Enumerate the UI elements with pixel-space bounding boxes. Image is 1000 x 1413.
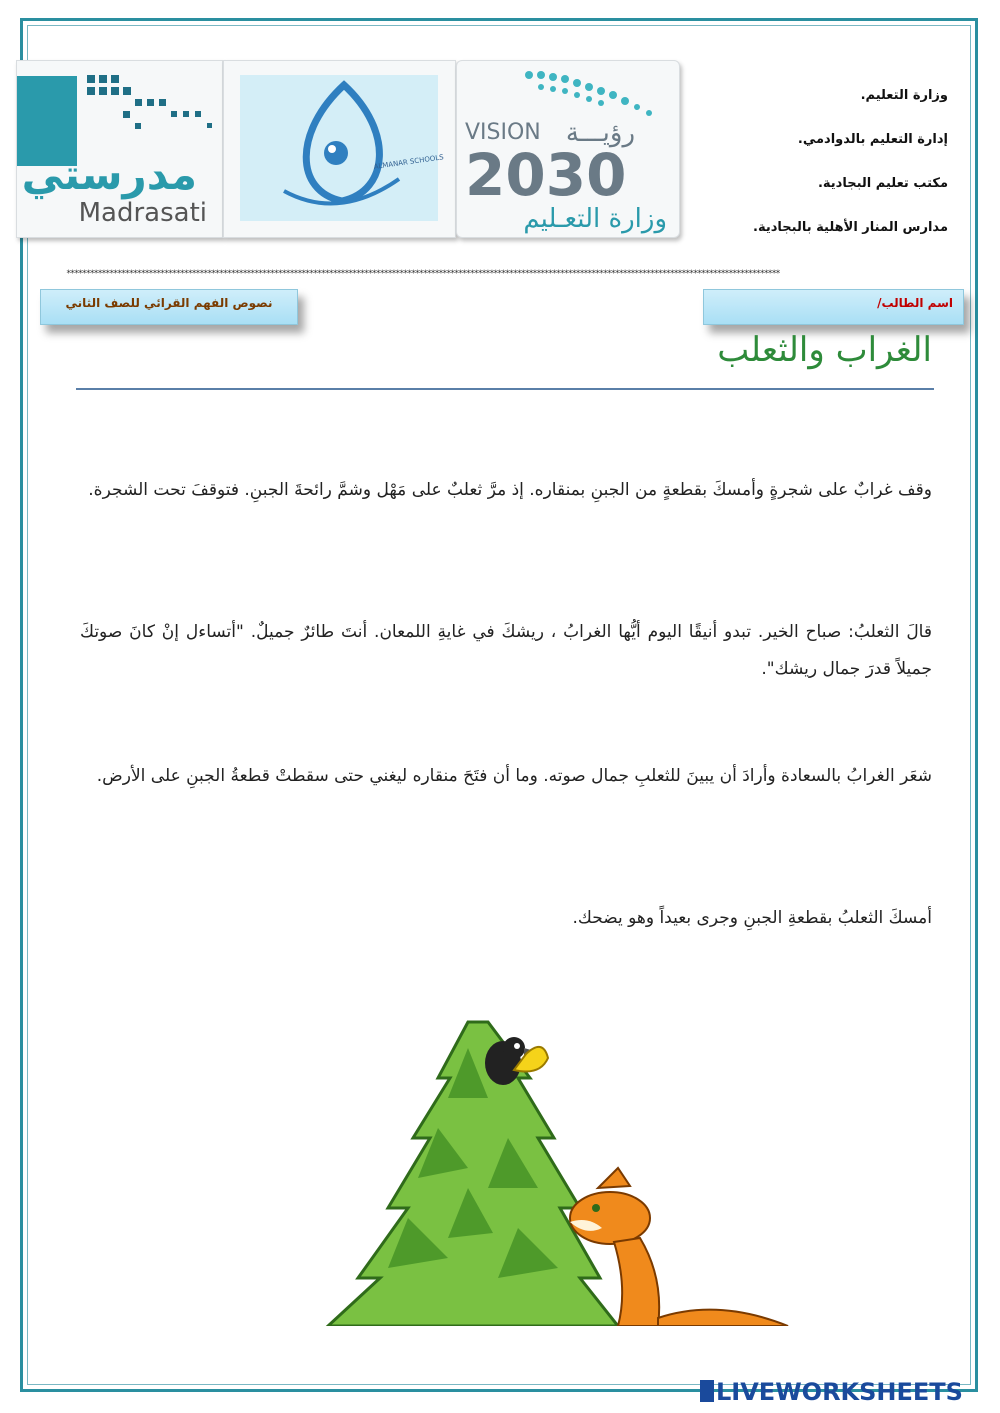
header-organization-lines [688, 80, 948, 256]
vision-arabic-text: رؤيـــة [565, 118, 635, 148]
liveworksheets-badge-icon [700, 1380, 714, 1402]
fox-shape [570, 1168, 788, 1326]
title-divider [76, 388, 934, 390]
crow-and-fox-illustration [318, 1018, 814, 1326]
student-name-field[interactable]: اسم الطالب/ [703, 289, 964, 325]
header-line-school: مدارس المنار الأهلية بالبجادية. [753, 220, 948, 235]
vision-2030-logo [456, 60, 680, 238]
madrasati-logo [16, 60, 223, 238]
subject-banner: نصوص الفهم القرائي للصف الثاني [40, 289, 298, 325]
vision-latin-text: VISION [465, 120, 541, 145]
story-title: الغراب والثعلب [717, 330, 932, 370]
story-paragraph-4: أمسكَ الثعلبُ بقطعةِ الجبنِ وجرى بعيداً وهو يضحك. [572, 908, 932, 928]
story-paragraph-2: قالَ الثعلبُ: صباح الخير. تبدو أنيقًا اليوم أيُّها الغرابُ ، ريشكَ في غايةِ اللمعان. أنتَ طائرٌ جميلٌ. "أتساءل إنْ كانَ صوتكَ جميلاً قدرَ جمال ريشك". [80, 622, 932, 679]
liveworksheets-brand [700, 1378, 963, 1406]
header-line-ministry: وزارة التعليم. [860, 88, 948, 103]
tree-shape [328, 1022, 618, 1326]
header-line-office: مكتب تعليم البجادية. [817, 176, 948, 191]
vision-year-text: 2030 [465, 141, 627, 209]
madrasati-arabic-text: مدرستي [21, 150, 197, 199]
story-paragraph-3: شعَر الغرابُ بالسعادة وأرادَ أن يبينَ للثعلبِ جمال صوته. وما أن فتَحَ منقاره ليغني حتى سقطتْ قطعةُ الجبنِ على الأرض. [96, 766, 932, 786]
story-paragraph-1: وقف غرابٌ على شجرةٍ وأمسكَ بقطعةٍ من الجبنِ بمنقاره. إذ مرَّ ثعلبٌ على مَهْل وشمَّ رائحةَ الجبنِ. فتوقفَ تحت الشجرة. [88, 480, 932, 500]
stars-divider: ************************************************************************************************************************************************************************************** [66, 269, 780, 279]
madrasati-latin-text: Madrasati [78, 198, 207, 228]
ministry-arabic-text: وزارة التعـليم [523, 204, 667, 234]
almanar-latin-text: ALMANAR SCHOOLS [373, 153, 445, 171]
header-line-department: إدارة التعليم بالدوادمي. [797, 132, 948, 147]
almanar-schools-logo [223, 60, 456, 238]
liveworksheets-brand-text: LIVEWORKSHEETS [716, 1378, 963, 1406]
